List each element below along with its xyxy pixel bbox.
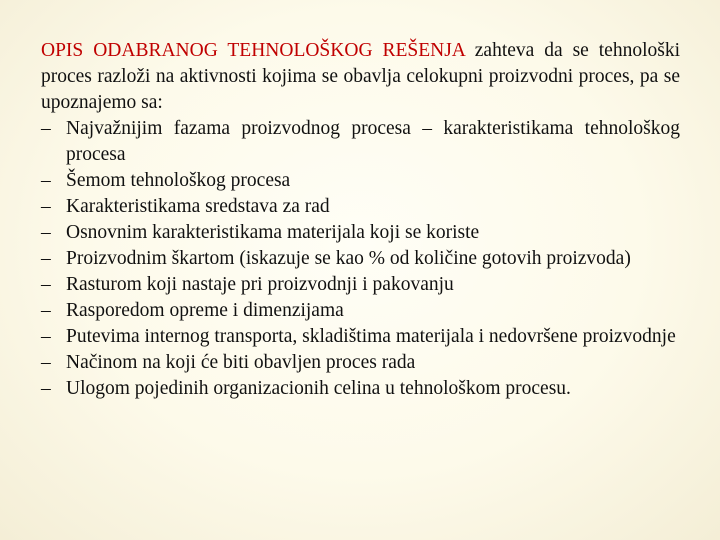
list-item-text: Načinom na koji će biti obavljen proces rada xyxy=(66,352,416,373)
intro-text: zahteva da se tehnološki proces razloži na aktivnosti kojima se obavlja celokupni proizvodni proces, pa se upoznajemo sa: xyxy=(41,40,681,113)
list-item-text: Putevima internog transporta, skladištima materijala i nedovršene proizvodnje xyxy=(66,326,676,347)
list-item-text: Rasporedom opreme i dimenzijama xyxy=(66,300,344,321)
bullet-dash: – xyxy=(41,118,51,139)
bullet-dash: – xyxy=(41,222,51,243)
list-item xyxy=(41,350,680,376)
list-item xyxy=(41,298,680,324)
slide-content xyxy=(41,38,680,402)
bullet-dash: – xyxy=(41,196,51,217)
list-item-text: Proizvodnim škartom (iskazuje se kao % od količine gotovih proizvoda) xyxy=(66,248,631,269)
list-item-text: Ulogom pojedinih organizacionih celina u tehnološkom procesu. xyxy=(66,378,571,399)
list-item xyxy=(41,272,680,298)
list-item xyxy=(41,220,680,246)
intro-paragraph xyxy=(41,38,680,116)
bullet-dash: – xyxy=(41,378,51,399)
bullet-dash: – xyxy=(41,326,51,347)
bullet-dash: – xyxy=(41,352,51,373)
list-item xyxy=(41,246,680,272)
list-item-text: Najvažnijim fazama proizvodnog procesa – karakteristikama tehnološkog procesa xyxy=(66,118,680,165)
bullet-dash: – xyxy=(41,274,51,295)
list-item xyxy=(41,324,680,350)
list-item-text: Karakteristikama sredstava za rad xyxy=(66,196,330,217)
bullet-dash: – xyxy=(41,170,51,191)
list-item xyxy=(41,194,680,220)
intro-highlight: OPIS ODABRANOG TEHNOLOŠKOG REŠENJA xyxy=(41,40,465,61)
bullet-dash: – xyxy=(41,300,51,321)
list-item-text: Osnovnim karakteristikama materijala koji se koriste xyxy=(66,222,480,243)
bullet-dash: – xyxy=(41,248,51,269)
list-item xyxy=(41,376,680,402)
list-item xyxy=(41,168,680,194)
bullet-list xyxy=(41,116,680,402)
list-item-text: Rasturom koji nastaje pri proizvodnji i pakovanju xyxy=(66,274,454,295)
list-item-text: Šemom tehnološkog procesa xyxy=(66,170,291,191)
list-item xyxy=(41,116,680,168)
